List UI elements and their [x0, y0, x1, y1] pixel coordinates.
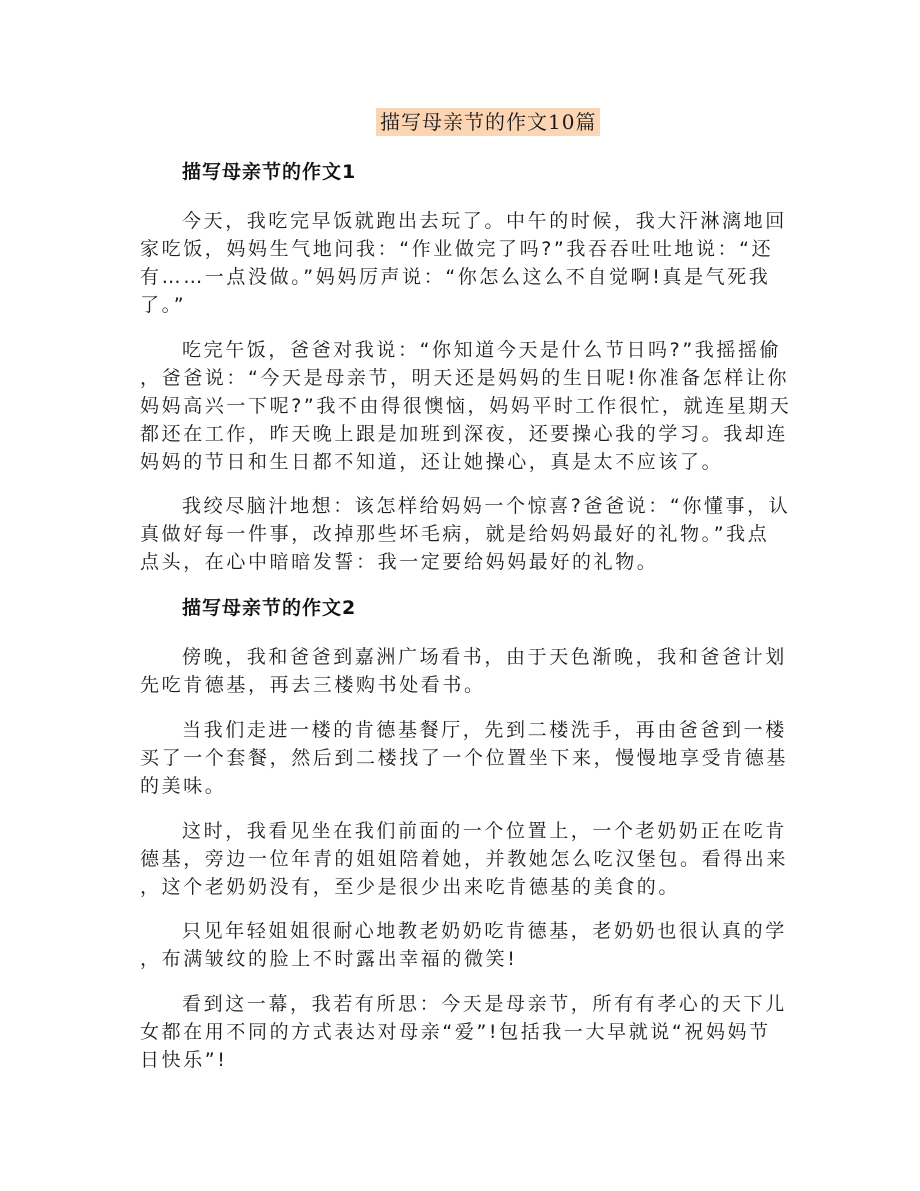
text-line: 先吃肯德基，再去三楼购书处看书。: [140, 674, 486, 696]
text-line: ，布满皱纹的脸上不时露出幸福的微笑!: [140, 948, 518, 970]
text-line: 当我们走进一楼的肯德基餐厅，先到二楼洗手，再由爸爸到一楼: [182, 719, 787, 741]
text-line: 日快乐”!: [140, 1049, 228, 1071]
text-line: 有……一点没做。”妈妈厉声说：“你怎么这么不自觉啊!真是气死我: [140, 266, 771, 288]
text-line: 妈妈的节日和生日都不知道，还让她操心，真是太不应该了。: [140, 451, 724, 473]
text-line: 的美味。: [140, 775, 227, 797]
text-line: 傍晚，我和爸爸到嘉洲广场看书，由于天色渐晚，我和爸爸计划: [182, 646, 787, 668]
text-line: 今天，我吃完早饭就跑出去玩了。中午的时候，我大汗淋漓地回: [182, 210, 787, 232]
text-line: 德基，旁边一位年青的姐姐陪着她，并教她怎么吃汉堡包。看得出来: [140, 848, 789, 870]
text-line: 家吃饭，妈妈生气地问我：“作业做完了吗?”我吞吞吐吐地说：“还: [140, 238, 774, 260]
text-line: ，爸爸说：“今天是母亲节，明天还是妈妈的生日呢!你准备怎样让你: [140, 367, 790, 389]
text-line: 看到这一幕，我若有所思：今天是母亲节，所有有孝心的天下儿: [182, 993, 787, 1015]
text-line: 这时，我看见坐在我们前面的一个位置上，一个老奶奶正在吃肯: [182, 820, 787, 842]
section-heading-2: 描写母亲节的作文2: [182, 597, 357, 619]
text-line: 女都在用不同的方式表达对母亲“爱”!包括我一大早就说“祝妈妈节: [140, 1021, 771, 1043]
text-line: ，这个老奶奶没有，至少是很少出来吃肯德基的美食的。: [140, 876, 681, 898]
text-line: 吃完午饭，爸爸对我说：“你知道今天是什么节日吗?”我摇摇偷: [182, 339, 782, 361]
text-line: 我绞尽脑汁地想：该怎样给妈妈一个惊喜?爸爸说：“你懂事，认: [182, 495, 791, 517]
text-line: 妈妈高兴一下呢?”我不由得很懊恼，妈妈平时工作很忙，就连星期天: [140, 395, 792, 417]
section-heading-1: 描写母亲节的作文1: [182, 161, 357, 183]
text-line: 只见年轻姐姐很耐心地教老奶奶吃肯德基，老奶奶也很认真的学: [182, 920, 787, 942]
document-title: 描写母亲节的作文10篇: [376, 108, 600, 136]
text-line: 买了一个套餐，然后到二楼找了一个位置坐下来，慢慢地享受肯德基: [140, 747, 789, 769]
text-line: 了。”: [140, 294, 187, 316]
text-line: 点头，在心中暗暗发誓：我一定要给妈妈最好的礼物。: [140, 551, 659, 573]
text-line: 都还在工作，昨天晚上跟是加班到深夜，还要操心我的学习。我却连: [140, 423, 789, 445]
text-line: 真做好每一件事，改掉那些坏毛病，就是给妈妈最好的礼物。”我点: [140, 523, 770, 545]
